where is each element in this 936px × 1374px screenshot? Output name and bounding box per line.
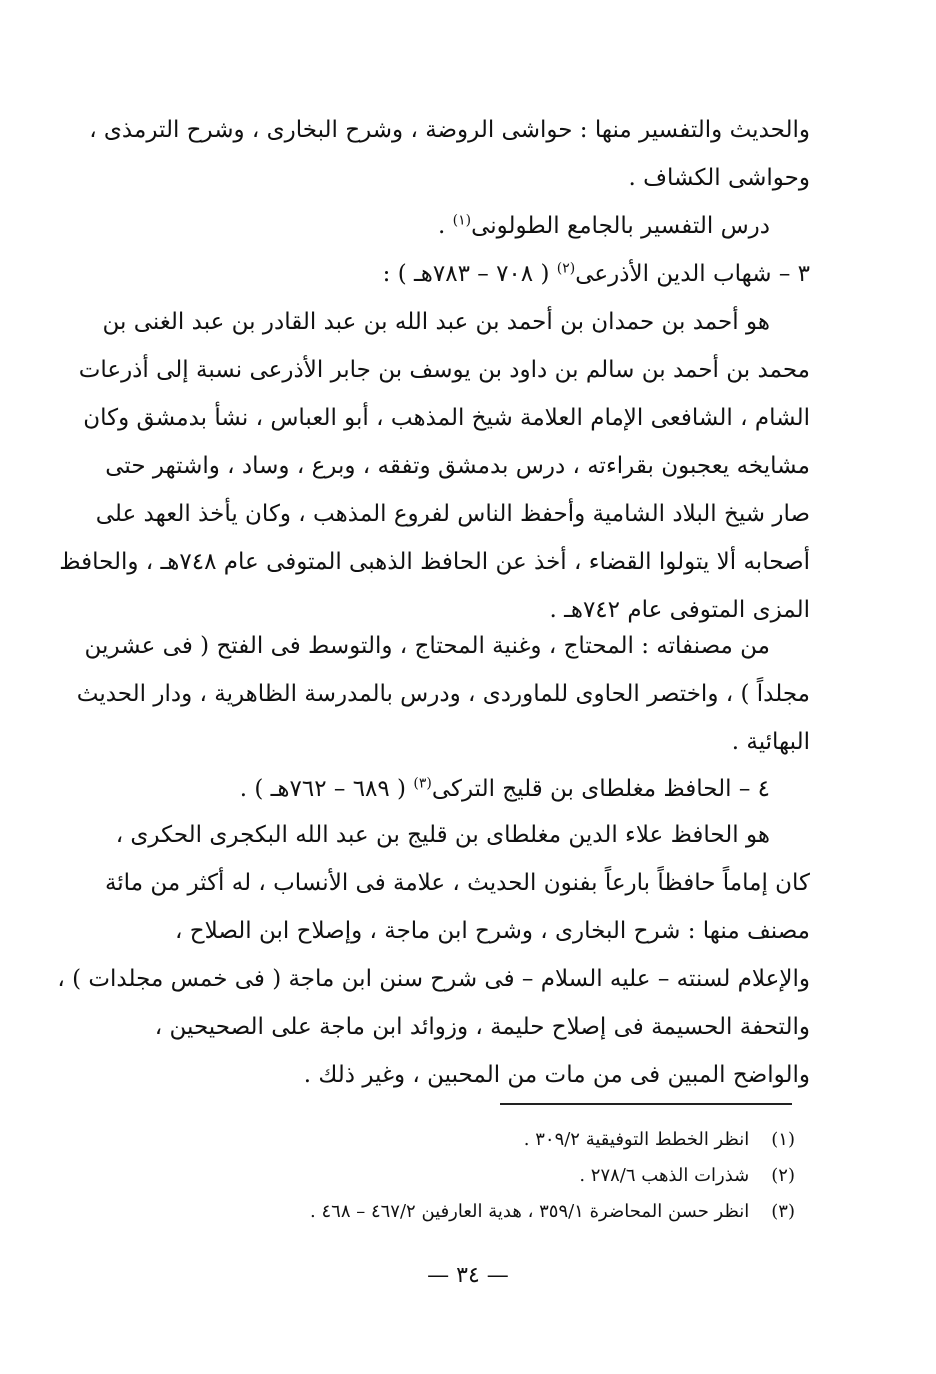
text-line: والحديث والتفسير منها : حواشى الروضة ، وشرح البخارى ، وشرح الترمذى ،: [89, 117, 810, 143]
text-line: مشايخه يعجبون بقراءته ، درس بدمشق وتفقه ، وبرع ، وساد ، واشتهر حتى: [105, 453, 810, 479]
footnote-text: انظر حسن المحاضرة ٣٥٩/١ ، هدية العارفين ٤٦٧/٢ – ٤٦٨ .: [310, 1201, 750, 1222]
section-heading-4: [110, 765, 810, 813]
paragraph-azraai-works: [76, 622, 810, 766]
text-line: أصحابه ألا يتولوا القضاء ، أخذ عن الحافظ الذهبى المتوفى عام ٧٤٨هـ ، والحافظ: [59, 549, 810, 575]
footnote-number: (٣): [771, 1201, 795, 1222]
footnote-number: (١): [771, 1129, 795, 1150]
footnote-mark-2[interactable]: (٢): [556, 260, 576, 277]
text-line: والتحفة الحسيمة فى إصلاح حليمة ، وزوائد ابن ماجة على الصحيحين ،: [154, 1014, 810, 1040]
footnote-3: [200, 1194, 795, 1230]
paragraph-azraai-bio: [59, 298, 810, 634]
text-line: محمد بن أحمد بن سالم بن داود بن يوسف بن جابر الأذرعى نسبة إلى أذرعات: [78, 357, 810, 383]
footnote-1: [200, 1122, 795, 1158]
footnote-text: شذرات الذهب ٢٧٨/٦ .: [579, 1165, 750, 1186]
footnote-2: [200, 1158, 795, 1194]
text-line: المزى المتوفى عام ٧٤٢هـ .: [549, 597, 810, 623]
text-line: من مصنفاته : المحتاج ، وغنية المحتاج ، والتوسط فى الفتح ( فى عشرين: [84, 633, 770, 659]
text-line: والواضح المبين فى من مات من المحبين ، وغير ذلك .: [303, 1062, 810, 1088]
text-line: هو أحمد بن حمدان بن أحمد بن عبد الله بن عبد القادر بن عبد الغنى بن: [102, 309, 770, 335]
heading-3-title: ٣ – شهاب الدين الأذرعى: [575, 261, 810, 287]
text-line: البهائية .: [731, 729, 810, 755]
footnote-mark-1[interactable]: (١): [452, 212, 472, 229]
section-heading-3: [110, 250, 810, 298]
lesson-text: درس التفسير بالجامع الطولونى: [471, 213, 770, 239]
text-line: مصنف منها : شرح البخارى ، وشرح ابن ماجة ، وإصلاح ابن الصلاح ،: [175, 918, 810, 944]
heading-4-title: ٤ – الحافظ مغلطاى بن قليج التركى: [431, 776, 770, 802]
text-line: والإعلام لسنته – عليه السلام – فى شرح سنن ابن ماجة ( فى خمس مجلدات ) ،: [57, 966, 810, 992]
text-line: هو الحافظ علاء الدين مغلطاى بن قليج بن عبد الله البكجرى الحكرى ،: [115, 822, 770, 848]
page-number: — ٣٤ —: [427, 1263, 509, 1288]
text-line-lesson: [110, 202, 810, 250]
heading-3-dates: ( ٧٠٨ – ٧٨٣هـ ) :: [382, 261, 557, 287]
heading-4-dates: ( ٦٨٩ – ٧٦٢هـ ) .: [239, 776, 414, 802]
text-line: كان إماماً حافظاً بارعاً بفنون الحديث ، علامة فى الأنساب ، له أكثر من مائة: [104, 870, 810, 896]
text-line: صار شيخ البلاد الشامية وأحفظ الناس لفروع المذهب ، وكان يأخذ العهد على: [95, 501, 810, 527]
lesson-end: .: [437, 213, 453, 239]
text-line: الشام ، الشافعى الإمام العلامة شيخ المذهب ، أبو العباس ، نشأ بدمشق وكان: [83, 405, 810, 431]
main-text-top: [89, 106, 810, 298]
paragraph-mughaltai-bio: [57, 811, 810, 1099]
footnotes: [200, 1122, 795, 1230]
section-heading-4-block: [110, 765, 810, 813]
text-line: مجلداً ) ، واختصر الحاوى للماوردى ، ودرس بالمدرسة الظاهرية ، ودار الحديث: [76, 681, 810, 707]
footnote-text: انظر الخطط التوفيقية ٣٠٩/٢ .: [523, 1129, 750, 1150]
footnote-number: (٢): [771, 1165, 795, 1186]
footnote-mark-3[interactable]: (٣): [413, 775, 432, 792]
footnote-divider: [500, 1103, 792, 1105]
text-line: وحواشى الكشاف .: [628, 165, 810, 191]
